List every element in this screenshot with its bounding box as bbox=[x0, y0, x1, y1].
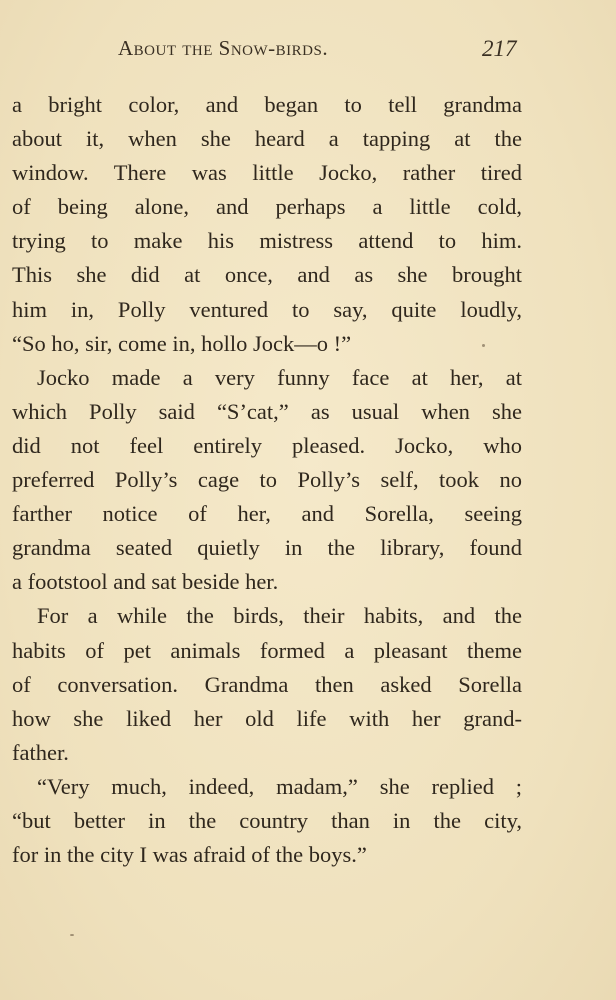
text-line: This she did at once, and as she brought bbox=[12, 262, 522, 288]
text-line: preferred Polly’s cage to Polly’s self, took no bbox=[12, 467, 522, 493]
text-line: farther notice of her, and Sorella, seeing bbox=[12, 501, 522, 527]
text-line: a footstool and sat beside her. bbox=[12, 569, 279, 595]
text-line: “Very much, indeed, madam,” she replied ; bbox=[37, 773, 522, 799]
text-line: For a while the birds, their habits, and the bbox=[37, 603, 522, 629]
text-line: “So ho, sir, come in, hollo Jock—o !” bbox=[12, 330, 352, 356]
running-title: About the Snow-birds. bbox=[118, 36, 329, 60]
text-line: about it, when she heard a tapping at the bbox=[12, 126, 522, 152]
text-line: of conversation. Grandma then asked Sorella bbox=[12, 671, 522, 697]
text-line: “but better in the country than in the city, bbox=[12, 807, 522, 833]
page-number: 217 bbox=[482, 36, 517, 61]
text-line: for in the city I was afraid of the boys.” bbox=[12, 842, 367, 868]
text-line: Jocko made a very funny face at her, at bbox=[37, 364, 522, 390]
text-line: did not feel entirely pleased. Jocko, who bbox=[12, 432, 522, 458]
text-line: which Polly said “S’cat,” as usual when she bbox=[12, 398, 522, 424]
text-line: a bright color, and began to tell grandma bbox=[12, 92, 522, 117]
text-line: how she liked her old life with her grand- bbox=[12, 705, 522, 731]
paper-speck bbox=[482, 344, 485, 347]
text-line: window. There was little Jocko, rather tired bbox=[12, 160, 522, 186]
text-line: him in, Polly ventured to say, quite loudly, bbox=[12, 296, 522, 322]
text-line: trying to make his mistress attend to him. bbox=[12, 228, 522, 254]
text-line: father. bbox=[12, 739, 69, 765]
paper-speck bbox=[70, 934, 74, 936]
text-line: habits of pet animals formed a pleasant theme bbox=[12, 637, 522, 663]
text-line: grandma seated quietly in the library, found bbox=[12, 535, 522, 561]
text-line: of being alone, and perhaps a little cold, bbox=[12, 194, 522, 220]
body-text bbox=[12, 88, 522, 872]
